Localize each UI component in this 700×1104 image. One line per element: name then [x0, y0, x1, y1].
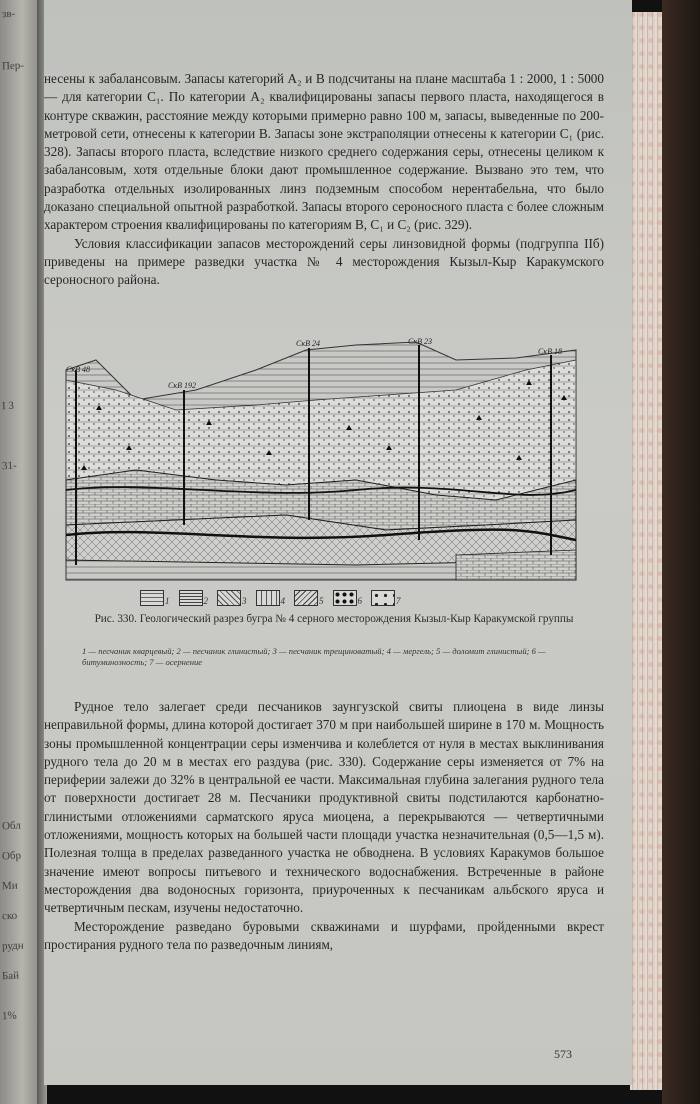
left-page-edge: [0, 0, 40, 1104]
paragraph: Месторождение разведано буровыми скважинами и шурфами, пройденными вкрест простирания рудного тела по разведочным линиям,: [44, 918, 604, 952]
well-label: СкВ 48: [66, 365, 90, 374]
left-fragment: Бай: [1, 969, 20, 983]
legend-explanation: 1 — песчаник кварцевый; 2 — песчаник глинистый; 3 — песчаник трещиноватый; 4 — мергель; 5 — доломит глинистый; 6 — битуминозность; 7 — осернение: [82, 646, 546, 667]
page-number: 573: [554, 1047, 572, 1061]
book-cover: [662, 0, 700, 1104]
legend-item: 6: [333, 590, 363, 606]
text-block-bottom: [44, 698, 604, 954]
figure-caption: Рис. 330. Геологический разрез бугра № 4 серного месторождения Кызыл-Кыр Каракумской группы: [94, 613, 574, 625]
left-fragment: 1%: [1, 1009, 17, 1023]
legend-item: 3: [217, 590, 247, 606]
legend-item: 7: [371, 590, 401, 606]
text-block-top: [44, 70, 604, 290]
well-label: СкВ 24: [296, 339, 320, 348]
left-fragment: I 3: [1, 399, 15, 413]
left-fragment: Пер-: [1, 59, 25, 73]
figure-legend: [140, 590, 401, 606]
well-label: СкВ 18: [538, 347, 562, 356]
left-fragment: Обр: [1, 849, 22, 863]
legend-item: 1: [140, 590, 170, 606]
left-fragment: Ми: [1, 879, 18, 893]
page-edges: [630, 12, 664, 1090]
book-page: [44, 0, 632, 1085]
left-fragment: Обл: [1, 819, 21, 833]
left-fragment: ско: [1, 909, 18, 923]
well-label: СкВ 23: [408, 337, 432, 346]
geologic-section-figure: [56, 330, 596, 592]
legend-item: 2: [179, 590, 209, 606]
legend-item: 4: [256, 590, 286, 606]
left-fragment: зв-: [1, 7, 16, 21]
legend-item: 5: [294, 590, 324, 606]
paragraph: Условия классификации запасов месторождений серы линзовидной формы (подгруппа IIб) приведены на примере разведки участка № 4 месторождения Кызыл-Кыр Каракумского сероносного района.: [44, 235, 604, 288]
paragraph: Рудное тело залегает среди песчаников заунгузской свиты плиоцена в виде линзы неправильной формы, длина которой достигает 370 м при наибольшей ширине в 170 м. Мощность зоны промышленной концентрации серы изменчива и колеблется от нуля в местах выклинивания рудного тела до 20 м в местах его раздува (рис. 330). Содержание серы изменяется от 7% на периферии залежи до 32% в центральной ее части. Максимальная глубина залегания рудного тела от поверхности достигает 28 м. Песчаники продуктивной свиты подстилаются карбонатно-глинистыми отложениями сарматского яруса миоцена, а перекрываются — четвертичными отложениями, мощность которых на большей части площади участка незначительная (0,5—1,5 м). Полезная толща в пределах разведанного участка не обводнена. В условиях Каракумов большое значение имеют вопросы питьевого и технического водоснабжения. Встреченные в районе месторождения два водоносных горизонта, приуроченных к песчаникам альбского яруса и четвертичным пескам, изучены недостаточно.: [44, 699, 604, 916]
paragraph: несены к забалансовым. Запасы категорий A₂ и B подсчитаны на плане масштаба 1 : 2000, 1 : 5000 — для категории C₁. По категории A₂ квалифицированы запасы первого пласта, находящегося в контуре скважин, расстояние между которыми примерно равно 100 м, запасы, выведенные по 200-метровой сети, отнесены к категории B. Запасы зоне экстраполяции отнесены к категории C₁ (рис. 328). Запасы второго пласта, вследствие низкого среднего содержания серы, отнесены целиком к забалансовым, хотя отдельные блоки дают промышленное содержание. Вызвано это тем, что разработка отдельных изолированных линз подземным способом нерентабельна, что было доказано специальной опытной разработкой. Запасы второго сероносного пласта с более сложным характером строения квалифицированы по категориям B, C₁ и C₂ (рис. 329).: [44, 71, 604, 233]
left-fragment: 31-: [1, 459, 17, 473]
left-fragment: рудн: [1, 939, 24, 953]
well-label: СкВ 192: [168, 381, 196, 390]
